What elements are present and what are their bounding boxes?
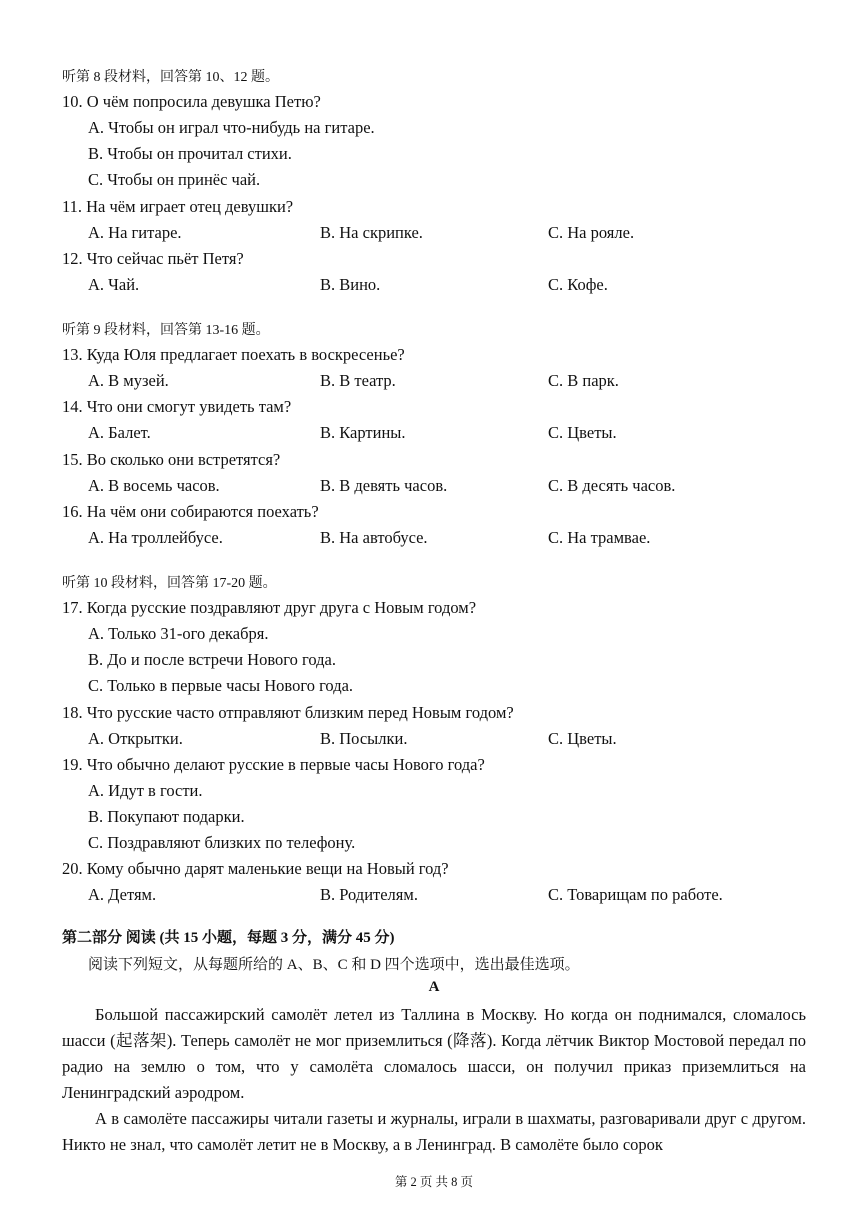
part-two-instruction: 阅读下列短文，从每题所给的 A、B、C 和 D 四个选项中，选出最佳选项。 xyxy=(88,957,580,973)
option-16a: A. На троллейбусе. xyxy=(88,528,223,547)
option-20a: A. Детям. xyxy=(88,885,157,904)
option-19b: B. Покупают подарки. xyxy=(88,807,245,826)
option-11a: A. На гитаре. xyxy=(88,223,182,242)
question-20: 20. Кому обычно дарят маленькие вещи на Новый год? xyxy=(62,859,449,878)
passage-label: A xyxy=(428,979,440,995)
section-heading-9: 听第 9 段材料，回答第 13-16 题。 xyxy=(62,323,270,338)
question-18: 18. Что русские часто отправляют близким перед Новым годом? xyxy=(62,703,514,722)
option-11b: B. На скрипке. xyxy=(320,223,423,242)
option-17a: A. Только 31-ого декабря. xyxy=(88,624,269,643)
question-11: 11. На чём играет отец девушки? xyxy=(62,197,294,216)
option-14a: A. Балет. xyxy=(88,423,151,442)
option-14c: C. Цветы. xyxy=(548,423,617,442)
option-10b: B. Чтобы он прочитал стихи. xyxy=(88,144,292,163)
option-17b: B. До и после встречи Нового года. xyxy=(88,650,336,669)
option-17c: C. Только в первые часы Нового года. xyxy=(88,676,354,695)
section-heading-10: 听第 10 段材料，回答第 17-20 题。 xyxy=(62,576,277,591)
question-14: 14. Что они смогут увидеть там? xyxy=(62,397,292,416)
question-17: 17. Когда русские поздравляют друг друга с Новым годом? xyxy=(62,598,477,617)
option-18c: C. Цветы. xyxy=(548,729,617,748)
option-14b: B. Картины. xyxy=(320,423,406,442)
question-12: 12. Что сейчас пьёт Петя? xyxy=(62,249,244,268)
section-heading-8: 听第 8 段材料，回答第 10、12 题。 xyxy=(62,70,279,85)
part-two-heading: 第二部分 阅读 (共 15 小题，每题 3 分，满分 45 分) xyxy=(62,930,395,946)
option-19c: C. Поздравляют близких по телефону. xyxy=(88,833,356,852)
option-13c: C. В парк. xyxy=(548,371,619,390)
page-footer: 第 2 页 共 8 页 xyxy=(394,1175,474,1189)
option-10a: A. Чтобы он играл что-нибудь на гитаре. xyxy=(88,118,375,137)
passage-paragraph-2: А в самолёте пассажиры читали газеты и журналы, играли в шахматы, разговаривали друг с другом. Никто не знал, что самолёт летит не в Москву, а в Ленинград. В самолёте было сорок xyxy=(62,1109,806,1154)
option-12a: A. Чай. xyxy=(88,275,140,294)
option-16b: B. На автобусе. xyxy=(320,528,428,547)
option-11c: C. На рояле. xyxy=(548,223,635,242)
option-10c: C. Чтобы он принёс чай. xyxy=(88,170,261,189)
passage-paragraph-1: Большой пассажирский самолёт летел из Таллина в Москву. Но когда он поднимался, сломалось шасси (起落架). Теперь самолёт не мог приземлиться (降落). Когда лётчик Виктор Мостовой передал по радио на землю о том, что у самолёта сломалось шасси, он получил приказ приземлиться на Ленинградский аэродром. xyxy=(62,1005,806,1102)
option-20b: B. Родителям. xyxy=(320,885,418,904)
option-12b: B. Вино. xyxy=(320,275,381,294)
option-15a: A. В восемь часов. xyxy=(88,476,220,495)
option-16c: C. На трамвае. xyxy=(548,528,651,547)
option-13b: B. В театр. xyxy=(320,371,396,390)
passage-body xyxy=(62,1002,806,1158)
option-19a: A. Идут в гости. xyxy=(88,781,203,800)
question-10: 10. О чём попросила девушка Петю? xyxy=(62,92,321,111)
option-15b: B. В девять часов. xyxy=(320,476,448,495)
question-16: 16. На чём они собираются поехать? xyxy=(62,502,319,521)
question-13: 13. Куда Юля предлагает поехать в воскресенье? xyxy=(62,345,405,364)
question-19: 19. Что обычно делают русские в первые часы Нового года? xyxy=(62,755,485,774)
option-15c: C. В десять часов. xyxy=(548,476,676,495)
option-12c: C. Кофе. xyxy=(548,275,608,294)
question-15: 15. Во сколько они встретятся? xyxy=(62,450,281,469)
option-18a: A. Открытки. xyxy=(88,729,183,748)
option-18b: B. Посылки. xyxy=(320,729,408,748)
option-13a: A. В музей. xyxy=(88,371,169,390)
option-20c: C. Товарищам по работе. xyxy=(548,885,723,904)
